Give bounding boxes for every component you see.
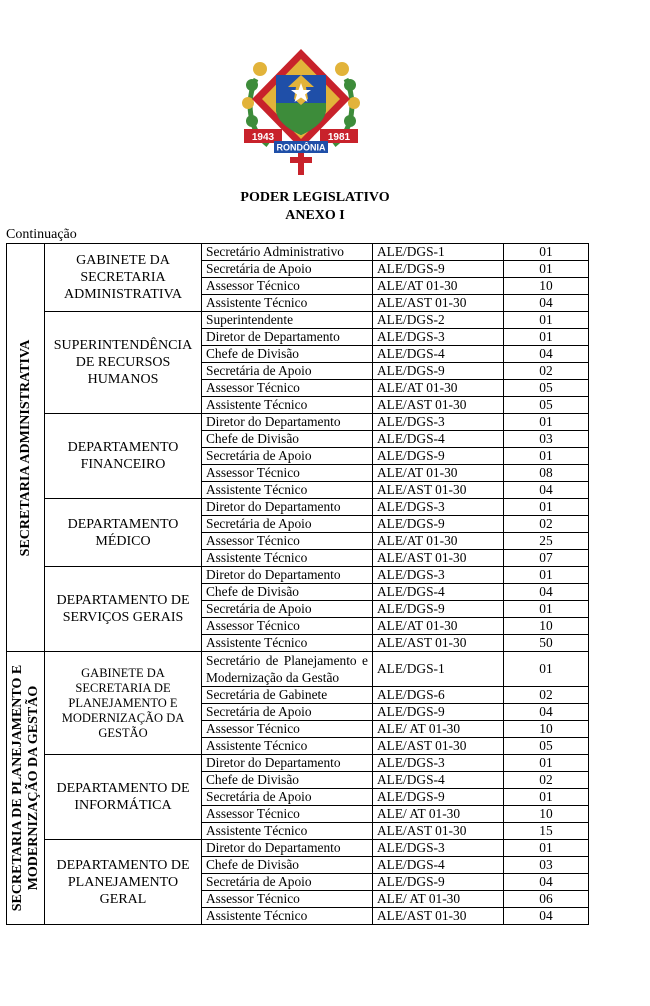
quantidade-cell: 10 [504, 278, 589, 295]
cargo-cell: Secretário de Planejamento e Modernização da Gestão [202, 652, 373, 687]
cargo-cell: Secretária de Apoio [202, 516, 373, 533]
quantidade-cell: 08 [504, 465, 589, 482]
cargo-cell: Chefe de Divisão [202, 346, 373, 363]
table-row [7, 244, 589, 261]
cargo-cell: Chefe de Divisão [202, 857, 373, 874]
quantidade-cell: 04 [504, 704, 589, 721]
section-name: SECRETARIA ADMINISTRATIVA [17, 339, 33, 556]
codigo-cell: ALE/DGS-9 [373, 261, 504, 278]
codigo-cell: ALE/DGS-3 [373, 840, 504, 857]
cargo-cell: Assistente Técnico [202, 635, 373, 652]
codigo-cell: ALE/AST 01-30 [373, 738, 504, 755]
cargo-cell: Superintendente [202, 312, 373, 329]
quantidade-cell: 05 [504, 380, 589, 397]
codigo-cell: ALE/DGS-9 [373, 516, 504, 533]
cargo-cell: Assessor Técnico [202, 380, 373, 397]
codigo-cell: ALE/DGS-9 [373, 601, 504, 618]
department-name: SUPERINTENDÊNCIA DE RECURSOS HUMANOS [45, 312, 202, 414]
cargo-cell: Secretária de Apoio [202, 448, 373, 465]
quantidade-cell: 01 [504, 601, 589, 618]
cargo-cell: Diretor do Departamento [202, 840, 373, 857]
quantidade-cell: 04 [504, 295, 589, 312]
codigo-cell: ALE/DGS-6 [373, 687, 504, 704]
cargo-cell: Diretor do Departamento [202, 414, 373, 431]
codigo-cell: ALE/DGS-9 [373, 363, 504, 380]
quantidade-cell: 02 [504, 516, 589, 533]
table-row [7, 567, 589, 584]
section-name-cell [7, 652, 45, 925]
quantidade-cell: 02 [504, 687, 589, 704]
quantidade-cell: 01 [504, 840, 589, 857]
quantidade-cell: 01 [504, 329, 589, 346]
cargo-cell: Assessor Técnico [202, 533, 373, 550]
rondonia-coat-of-arms [238, 45, 364, 183]
cargo-cell: Assessor Técnico [202, 278, 373, 295]
quantidade-cell: 10 [504, 618, 589, 635]
codigo-cell: ALE/ AT 01-30 [373, 721, 504, 738]
department-name: DEPARTAMENTO DE PLANEJAMENTO GERAL [45, 840, 202, 925]
document-subtitle: ANEXO I [285, 208, 345, 223]
cargo-cell: Secretário Administrativo [202, 244, 373, 261]
cargo-cell: Chefe de Divisão [202, 772, 373, 789]
codigo-cell: ALE/AST 01-30 [373, 908, 504, 925]
cargo-cell: Assessor Técnico [202, 806, 373, 823]
codigo-cell: ALE/DGS-4 [373, 857, 504, 874]
codigo-cell: ALE/AT 01-30 [373, 465, 504, 482]
table-row [7, 755, 589, 772]
department-name: GABINETE DA SECRETARIA DE PLANEJAMENTO E MODERNIZAÇÃO DA GESTÃO [45, 652, 202, 755]
quantidade-cell: 03 [504, 431, 589, 448]
cargo-cell: Assessor Técnico [202, 618, 373, 635]
cargo-cell: Secretária de Apoio [202, 789, 373, 806]
cargo-cell: Secretária de Apoio [202, 874, 373, 891]
year-left-label: 1943 [251, 132, 275, 143]
quantidade-cell: 04 [504, 482, 589, 499]
codigo-cell: ALE/DGS-9 [373, 448, 504, 465]
department-name: DEPARTAMENTO DE SERVIÇOS GERAIS [45, 567, 202, 652]
cargo-cell: Assessor Técnico [202, 721, 373, 738]
quantidade-cell: 10 [504, 721, 589, 738]
quantidade-cell: 01 [504, 567, 589, 584]
table-row [7, 414, 589, 431]
codigo-cell: ALE/ AT 01-30 [373, 891, 504, 908]
cargo-cell: Diretor do Departamento [202, 567, 373, 584]
codigo-cell: ALE/AST 01-30 [373, 295, 504, 312]
cargo-cell: Assessor Técnico [202, 891, 373, 908]
cargo-cell: Assistente Técnico [202, 738, 373, 755]
codigo-cell: ALE/AT 01-30 [373, 380, 504, 397]
table-row [7, 840, 589, 857]
table-row [7, 312, 589, 329]
quantidade-cell: 01 [504, 312, 589, 329]
codigo-cell: ALE/AST 01-30 [373, 823, 504, 840]
section-name-cell [7, 244, 45, 652]
codigo-cell: ALE/DGS-4 [373, 346, 504, 363]
codigo-cell: ALE/DGS-3 [373, 499, 504, 516]
department-name: DEPARTAMENTO DE INFORMÁTICA [45, 755, 202, 840]
codigo-cell: ALE/AT 01-30 [373, 278, 504, 295]
quantidade-cell: 02 [504, 363, 589, 380]
cargo-cell: Secretária de Apoio [202, 363, 373, 380]
document-title: PODER LEGISLATIVO [240, 190, 390, 205]
codigo-cell: ALE/AT 01-30 [373, 618, 504, 635]
cargo-cell: Chefe de Divisão [202, 584, 373, 601]
quantidade-cell: 04 [504, 908, 589, 925]
quantidade-cell: 50 [504, 635, 589, 652]
codigo-cell: ALE/AST 01-30 [373, 550, 504, 567]
quantidade-cell: 10 [504, 806, 589, 823]
quantidade-cell: 01 [504, 652, 589, 687]
quantidade-cell: 02 [504, 772, 589, 789]
cargo-cell: Chefe de Divisão [202, 431, 373, 448]
quantidade-cell: 01 [504, 789, 589, 806]
cargo-cell: Diretor do Departamento [202, 755, 373, 772]
codigo-cell: ALE/DGS-9 [373, 874, 504, 891]
codigo-cell: ALE/DGS-3 [373, 755, 504, 772]
codigo-cell: ALE/DGS-4 [373, 584, 504, 601]
codigo-cell: ALE/DGS-2 [373, 312, 504, 329]
quantidade-cell: 01 [504, 499, 589, 516]
quantidade-cell: 01 [504, 261, 589, 278]
quantidade-cell: 01 [504, 755, 589, 772]
cargo-cell: Secretária de Gabinete [202, 687, 373, 704]
codigo-cell: ALE/AST 01-30 [373, 635, 504, 652]
cargo-cell: Assistente Técnico [202, 295, 373, 312]
cargo-cell: Assistente Técnico [202, 823, 373, 840]
quantidade-cell: 15 [504, 823, 589, 840]
codigo-cell: ALE/ AT 01-30 [373, 806, 504, 823]
cargo-cell: Assistente Técnico [202, 482, 373, 499]
quantidade-cell: 04 [504, 584, 589, 601]
section-name [10, 665, 42, 911]
codigo-cell: ALE/DGS-9 [373, 704, 504, 721]
codigo-cell: ALE/AST 01-30 [373, 397, 504, 414]
codigo-cell: ALE/DGS-9 [373, 789, 504, 806]
cargo-cell: Diretor do Departamento [202, 499, 373, 516]
quantidade-cell: 01 [504, 414, 589, 431]
codigo-cell: ALE/DGS-3 [373, 414, 504, 431]
codigo-cell: ALE/DGS-4 [373, 431, 504, 448]
table-row [7, 499, 589, 516]
cargo-cell: Assistente Técnico [202, 397, 373, 414]
cargo-cell: Diretor de Departamento [202, 329, 373, 346]
codigo-cell: ALE/DGS-4 [373, 772, 504, 789]
cargo-cell: Secretária de Apoio [202, 704, 373, 721]
codigo-cell: ALE/DGS-3 [373, 567, 504, 584]
quantidade-cell: 04 [504, 346, 589, 363]
quantidade-cell: 03 [504, 857, 589, 874]
continuation-label: Continuação [6, 227, 77, 242]
department-name: DEPARTAMENTO FINANCEIRO [45, 414, 202, 499]
cargo-cell: Secretária de Apoio [202, 601, 373, 618]
quantidade-cell: 01 [504, 244, 589, 261]
department-name: GABINETE DA SECRETARIA ADMINISTRATIVA [45, 244, 202, 312]
cargo-cell: Assessor Técnico [202, 465, 373, 482]
banner-label: RONDÔNIA [276, 142, 326, 153]
quantidade-cell: 04 [504, 874, 589, 891]
quantidade-cell: 05 [504, 738, 589, 755]
codigo-cell: ALE/DGS-3 [373, 329, 504, 346]
codigo-cell: ALE/AT 01-30 [373, 533, 504, 550]
codigo-cell: ALE/DGS-1 [373, 244, 504, 261]
section-name-line: SECRETARIA DE PLANEJAMENTO E [9, 664, 25, 912]
quantidade-cell: 06 [504, 891, 589, 908]
section-name-line: MODERNIZAÇÃO DA GESTÃO [25, 685, 41, 891]
quantidade-cell: 01 [504, 448, 589, 465]
codigo-cell: ALE/AST 01-30 [373, 482, 504, 499]
annex-table [6, 243, 589, 925]
year-right-label: 1981 [327, 132, 351, 143]
table-row [7, 652, 589, 687]
quantidade-cell: 25 [504, 533, 589, 550]
codigo-cell: ALE/DGS-1 [373, 652, 504, 687]
cargo-cell: Secretária de Apoio [202, 261, 373, 278]
quantidade-cell: 05 [504, 397, 589, 414]
cargo-cell: Assistente Técnico [202, 908, 373, 925]
cargo-cell: Assistente Técnico [202, 550, 373, 567]
quantidade-cell: 07 [504, 550, 589, 567]
department-name: DEPARTAMENTO MÉDICO [45, 499, 202, 567]
